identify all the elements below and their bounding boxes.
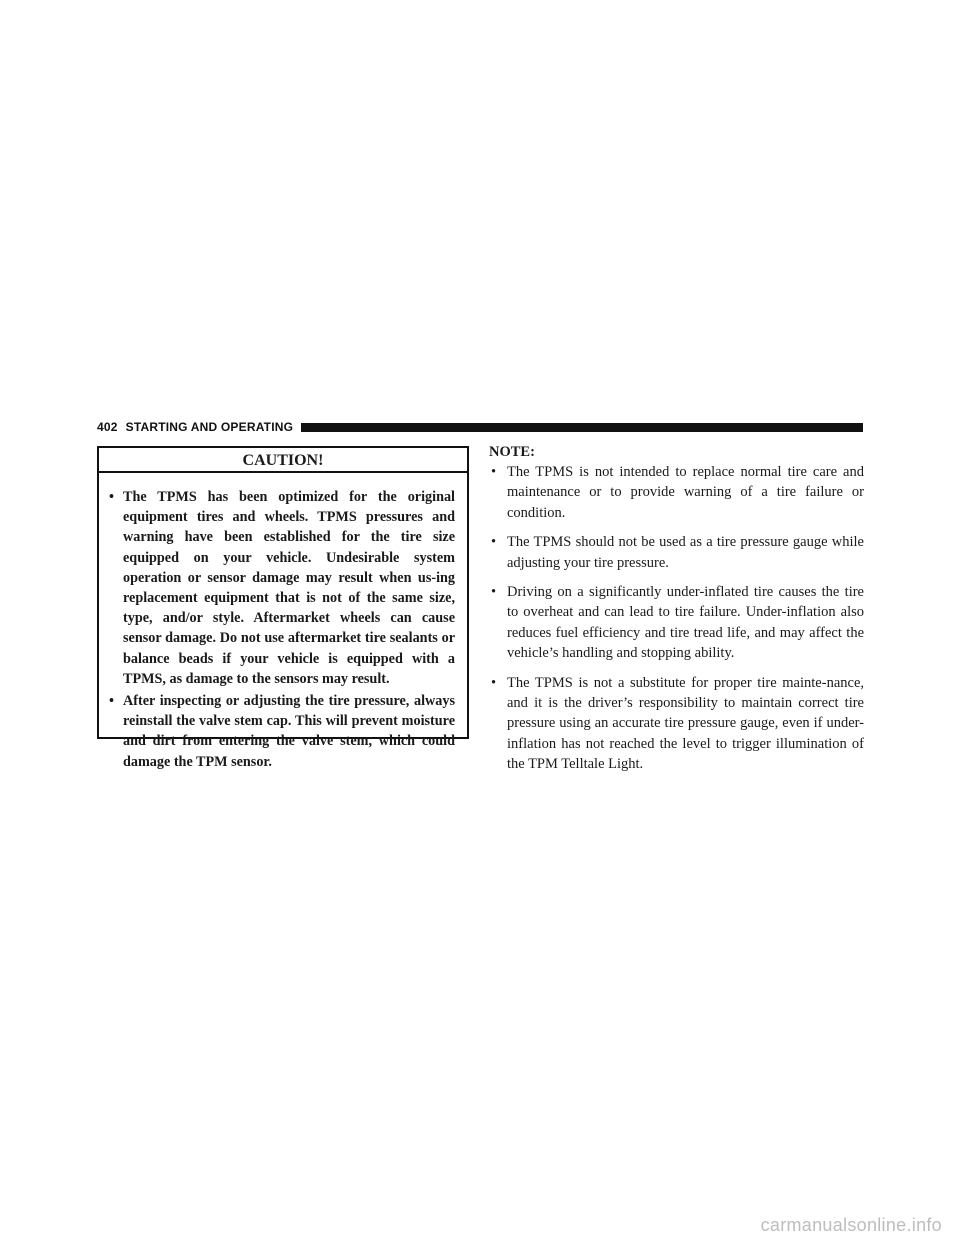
- caution-box: [97, 446, 469, 770]
- bullet-icon: •: [491, 464, 497, 480]
- caution-list: [99, 473, 467, 772]
- bullet-icon: •: [109, 693, 114, 710]
- note-item: [489, 532, 864, 573]
- header-rule: [301, 423, 863, 432]
- note-item-text: Driving on a significantly under-inflated tire causes the tire to overheat and can lead to tire failure. Under-inflation also reduces fuel efficiency and tire tread life, and may affect the vehicle’s handling and stopping ability.: [507, 584, 864, 662]
- note-item-text: The TPMS is not a substitute for proper tire mainte-nance, and it is the driver’s responsibility to maintain correct tire pressure using an accurate tire pressure gauge, even if under-inflation has not reached the level to trigger illumination of the TPM Telltale Light.: [507, 674, 864, 773]
- note-item: [489, 582, 864, 664]
- bullet-icon: •: [491, 534, 497, 551]
- caution-item: [109, 691, 455, 772]
- note-item-text: The TPMS is not intended to replace normal tire care and maintenance or to provide warning of a tire failure or condition.: [507, 464, 864, 521]
- note-item: [489, 673, 864, 775]
- watermark: carmanualsonline.info: [760, 1215, 942, 1235]
- bullet-icon: •: [491, 584, 497, 601]
- bullet-icon: •: [491, 674, 497, 691]
- page-number: 402: [97, 420, 118, 434]
- caution-title: CAUTION!: [99, 448, 467, 473]
- caution-item-text: After inspecting or adjusting the tire pressure, always reinstall the valve stem cap. This will prevent moisture and dirt from entering the valve stem, which could damage the TPM sensor.: [123, 693, 455, 770]
- note-section: [489, 442, 864, 784]
- section-title: STARTING AND OPERATING: [125, 420, 294, 434]
- page-header: [97, 418, 863, 436]
- note-item: [489, 462, 864, 523]
- note-list: [489, 462, 864, 775]
- caution-item: [109, 487, 455, 689]
- caution-item-text: The TPMS has been optimized for the original equipment tires and wheels. TPMS pressures and warning have been established for the tire size equipped on your vehicle. Undesirable system operation or sensor damage may result when us-ing replacement equipment that is not of the same size, type, and/or style. Aftermarket wheels can cause sensor damage. Do not use aftermarket tire sealants or balance beads if your vehicle is equipped with a TPMS, as damage to the sensors may result.: [123, 489, 455, 687]
- note-heading: NOTE:: [489, 444, 535, 460]
- note-item-text: The TPMS should not be used as a tire pressure gauge while adjusting your tire pressure.: [507, 534, 864, 571]
- bullet-icon: •: [109, 489, 114, 505]
